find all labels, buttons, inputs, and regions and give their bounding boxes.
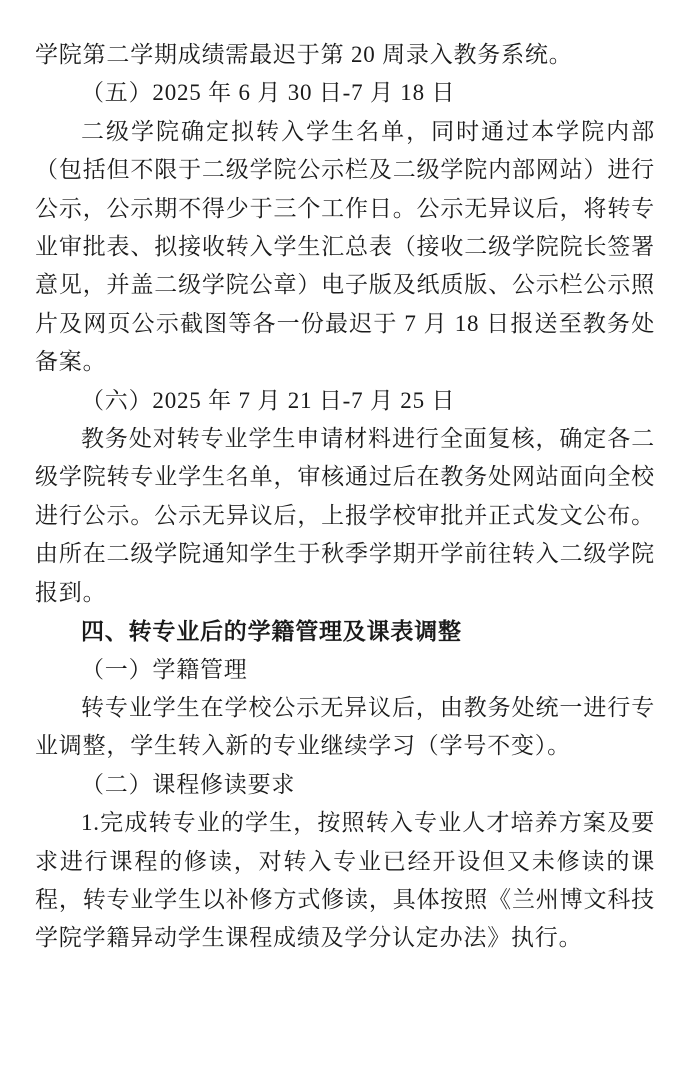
paragraph: （五）2025 年 6 月 30 日-7 月 18 日 xyxy=(81,80,456,106)
paragraph: 二级学院确定拟转入学生名单，同时通过本学院内部（包括但不限于二级学院公示栏及二级学院内部网站）进行公示，公示期不得少于三个工作日。公示无异议后，将转专业审批表、拟接收转入学生汇总表（接收二级学院院长签署意见，并盖二级学院公章）电子版及纸质版、公示栏公示照片及网页公示截图等各一份最迟于 7 月 18 日报送至教务处备案。 xyxy=(35,118,655,375)
paragraph: 转专业学生在学校公示无异议后，由教务处统一进行专业调整，学生转入新的专业继续学习（学号不变）。 xyxy=(35,694,655,759)
paragraph: （六）2025 年 7 月 21 日-7 月 25 日 xyxy=(81,387,456,413)
paragraph: （一）学籍管理 xyxy=(81,656,248,682)
paragraph: （二）课程修读要求 xyxy=(81,771,296,797)
section-heading: 四、转专业后的学籍管理及课表调整 xyxy=(81,618,462,645)
paragraph: 学院第二学期成绩需最迟于第 20 周录入教务系统。 xyxy=(35,42,573,67)
paragraph: 1.完成转专业的学生，按照转入专业人才培养方案及要求进行课程的修读，对转入专业已经开设但又未修读的课程，转专业学生以补修方式修读，具体按照《兰州博文科技学院学籍异动学生课程成绩及学分认定办法》执行。 xyxy=(35,810,655,951)
paragraph: 教务处对转专业学生申请材料进行全面复核，确定各二级学院转专业学生名单，审核通过后在教务处网站面向全校进行公示。公示无异议后，上报学校审批并正式发文公布。由所在二级学院通知学生于秋季学期开学前往转入二级学院报到。 xyxy=(35,426,655,605)
